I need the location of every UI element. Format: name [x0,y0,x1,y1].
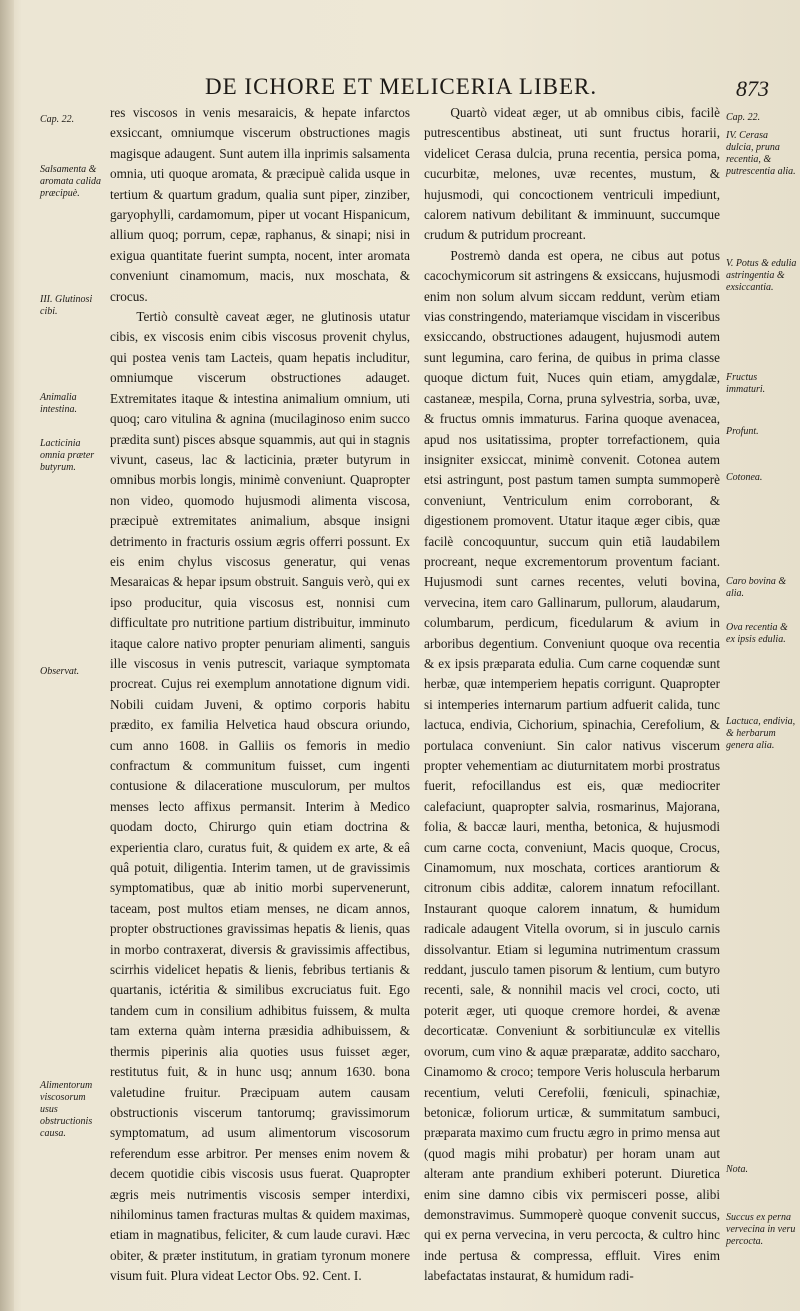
page-binding-edge [0,0,14,1311]
margin-note-salsamenta: Salsamenta & aromata calida præcipuè. [40,164,102,199]
margin-note-ova: Ova recentia & ex ipsis edulia. [726,622,788,645]
margin-note-alimentorum: Alimentorum viscosorum usus obstructionis causa. [40,1080,93,1139]
margin-note-lactuca: Lactuca, endivia, & herbarum genera alia. [726,716,796,751]
margin-note-fructus: Fructus immaturi. [726,372,766,395]
page-number: 873 [736,76,769,101]
margin-note-profunt: Profunt. [726,426,759,437]
margin-note-chapter-right: Cap. 22. [726,112,761,123]
left-paragraph-2: Tertiò consultè caveat æger, ne glutinosis utatur cibis, ex viscosis enim cibis viscosus provenit chylus, qui postea venis tam Lacteis, quam hepatis includitur, omniumque viscerum obstructiones adauget. Extremitates itaque & intestina animalium omnium, uti quoq; caro vitulina & agnina (mucilaginoso enim succo prædita sunt) pisces absque squammis, aut qui in stagnis vivunt, caseus, lac & lacticinia, præter butyrum in omnibus morbis longis, minimè conveniunt. Quapropter non video, quomodo hujusmodi alimenta viscosa, præcipuè extremitates animalium, absque insigni detrimento in fracturis ossium ægris offerri possunt. Ex eis enim chylus viscosus generatur, qui venas Mesaraicas & hepar ipsum obstruit. Sanguis verò, qui ex ipso producitur, quia viscosus est, nonnisi cum difficultate pro nutritione partium distribuitur, imminuto itaque calore nativo propter penuriam alimenti, sanguis ille viscosus in venis putrescit, variaque symptomata procreat. Cujus rei exemplum annotatione dignum vidi. Nobili cuidam Juveni, & optimo corporis habitu prædito, ex familia Helvetica haud obscura oriundo, cum anno 1608. in Galliis os femoris in medio confractum & communitum fuisset, cum ingenti contusione & dilaceratione musculorum, per multos menses lecto affixus permansit. Interim à Medico quodam docto, Chirurgo quin etiam doctrina & experientia claro, curatus fuit, & quidem ex arte, & eâ quâ potuit, diligentia. Interim tamen, ut de gravissimis symptomatibus, quæ ab initio morbi supervenerunt, taceam, post multos etiam menses, ne dicam annos, propter obstructiones gravissimas hepatis & lienis, quas in morbo contraxerat, diversis & gravissimis affectibus, scirrhis videlicet hepatis & lienis, febribus tertianis & quartanis, ictéritia & similibus excruciatus fuit. Ego tandem cum in consilium adhibitus fuissem, & multa tam externa quàm interna præsidia adhibuissem, & thermis piperinis alia quoties usus fuisset æger, restitutus fuit, & in hunc usq; annum 1630. bona valetudine fruitur. Præcipuam autem causam obstructionis viscerum tantorumq; gravissimorum symptomatum, ad usum alimentorum viscosorum referendum esse arbitror. Per menses enim novem & decem quotidie cibis viscosis usus fuerat. Quapropter ægris meis nutrimentis viscosis semper interdixi, nihilominus tamen fracturas multas & quidem maximas, etiam in magnatibus, feliciter, & cum laude curavi. Hæc obiter, & præter institutum, in gratiam tyronum monere visum fuit. Plura videat Lector Obs. 92. Cent. I. [110,309,410,1284]
margin-note-caro-bovina: Caro bovina & alia. [726,576,787,599]
margin-note-potus: V. Potus & edulia astringentia & exsiccantia. [726,258,797,293]
margin-note-succus: Succus ex perna vervecina in veru percocta. [726,1212,796,1247]
left-text-column [110,103,410,1287]
margin-note-animalia: Animalia intestina. [40,392,77,415]
margin-note-lacticinia: Lacticinia omnia præter butyrum. [40,438,95,473]
margin-note-cerasa: IV. Cerasa dulcia, pruna recentia, & putrescentia alia. [726,130,796,177]
right-paragraph-1: Quartò videat æger, ut ab omnibus cibis, facilè putrescentibus abstineat, uti sunt fructus horarii, videlicet Cerasa dulcia, pruna recentia, persica poma, cucurbitæ, melones, uvæ recentes, mustum, & hujusmodi, qui concoctionem ventriculi impediunt, calorem nativum debilitant & imminuunt, succumque crudum & putridum procreant. [424,105,720,243]
right-paragraph-2: Postremò danda est opera, ne cibus aut potus cacochymicorum sit astringens & exsiccans, hujusmodi enim non solum alvum siccam reddunt, verùm etiam vias constringendo, materiamque viscidam in visceribus exsiccando, obstructiones adaugent, hujusmodi autem sunt legumina, caro ferina, de quibus in prima classe quoque dictum fuit, Nuces quin etiam, amygdalæ, castaneæ, mespila, Corna, pruna sylvestria, sorba, uvæ, & fructus omnis immaturus. Farina quoque avenacea, apud nos usitatissima, propter torrefactionem, quia insigniter exsiccat, minimè convenit. Cotonea autem etsi astringunt, post pastum tamen sumpta summoperè conveniunt, Ventriculum enim corroborant, & digestionem promovent. Utatur itaque æger cibis, quæ facilè concoquuntur, succum quin etiã laudabilem procreant, neque excrementorum proventum faciant. Hujusmodi sunt carnes recentes, veluti bovina, vervecina, item caro Gallinarum, pullorum, alaudarum, columbarum, perdicum, ficedularum & avium in arboribus degentium. Conveniunt quoque ova recentia & ex ipsis præparata edulia. Cum carne coquendæ sunt herbæ, quæ intemperiem hepatis corrigunt. Quapropter si intemperies internarum partium adfuerit calida, tunc lactuca, endivia, Cichorium, spinachia, Cerefolium, & portulaca conveniunt. Sin calor nativus viscerum propter vehementiam ac diuturnitatem morbi prostratus fuerit, refocillandus est eis, quæ mediocriter calefaciunt, quapropter salvia, rosmarinus, Majorana, folia, & baccæ lauri, mentha, betonica, & hujusmodi cum carne cocta, conveniunt, Macis quoque, Crocus, Cinamomum, nux moschata, cortices arantiorum & citronum cibis additæ, calorem innatum refocillant. Instaurant quoque calorem innatum, & humidum radicale adaugent Vitella ovorum, si in jusculo carnis dissolvantur. Etiam si legumina nutrimentum crassum reddant, jusculo tamen pisorum & lentium, cum butyro recenti, sale, & nonnihil macis vel croci, cocto, uti poterit æger, uti quoque cremore hordei, & avenæ decorticatæ. Conveniunt & sorbitiunculæ ex vitellis ovorum, cum vino & aquæ præparatæ, addito saccharo, Cinamomo & croco; tempore Veris holuscula herbarum recentium, veluti Cerefolii, fœniculi, spinachiæ, betonicæ, foliorum urticæ, & summitatum sambuci, præparata maximo cum fructu ægro in primo mensa aut (quod magis mihi probatur) per horam unam aut alteram ante prandium exhiberi poterunt. Diuretica enim sine damno cibis vix permisceri posse, alibi demonstravimus. Summoperè quoque convenit succus, qui ex perna vervecina, in veru percocta, & cultro hinc inde pertusa & compressa, effluit. Vires enim labefactatas instaurat, & humidum radi- [424,247,720,1284]
left-paragraph-1: res viscosos in venis mesaraicis, & hepate infarctos exsiccant, omniumque viscerum obstructiones magis magisque adaugent. Sunt autem illa inprimis salsamenta omnia, uti quoque aromata, & præcipuè calida usque in tertium & quartum gradum, qualia sunt piper, zinziber, garyophylli, cardamomum, piper ut vocant Hispanicum, allium quoq; porrum, cepæ, raphanus, & sinapi; nisi in exigua quantitate fuerint sumpta, nocent, inter aromata conveniunt cinamomum, macis, nux moschata, & crocus. [110,105,410,304]
margin-note-nota: Nota. [726,1164,748,1175]
margin-note-chapter-left: Cap. 22. [40,114,75,125]
margin-note-cotonea: Cotonea. [726,472,763,483]
margin-note-glutinosi: III. Glutinosi cibi. [40,294,93,317]
running-header: DE ICHORE ET MELICERIA LIBER. [205,74,598,99]
margin-note-observat: Observat. [40,666,80,677]
right-text-column [424,103,720,1287]
